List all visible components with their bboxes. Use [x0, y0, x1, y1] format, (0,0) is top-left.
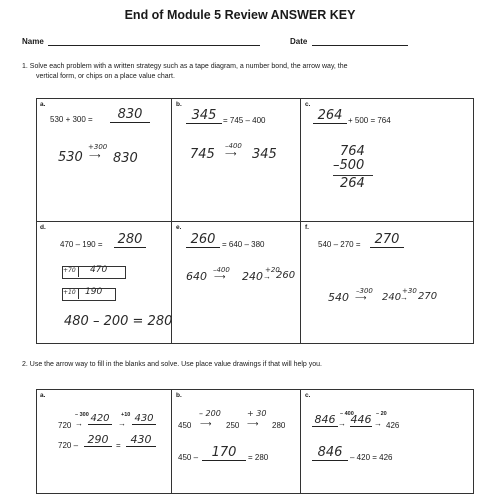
answer-blank[interactable]: 290: [84, 433, 112, 447]
tape-tag: +70: [63, 267, 76, 274]
answer-blank[interactable]: 270: [370, 232, 404, 248]
q2-grid-divider: [300, 389, 301, 494]
date-field[interactable]: [312, 45, 408, 46]
arrow-step: +300: [88, 143, 108, 151]
arrow-step: – 200: [199, 409, 221, 418]
tape-value: 470: [90, 265, 108, 275]
arrow-step: + 30: [247, 409, 267, 418]
arrow-step: – 400: [340, 411, 354, 417]
answer-blank[interactable]: 170: [202, 445, 246, 461]
answer-blank[interactable]: 446: [350, 413, 372, 426]
work-number: 240: [242, 270, 263, 283]
tape-tag: +10: [63, 289, 76, 296]
vertical-mid: –500: [333, 158, 365, 173]
work-number: 830: [113, 151, 138, 166]
equation-text: = 745 – 400: [223, 116, 266, 125]
answer-blank[interactable]: 430: [126, 433, 156, 447]
arrow-step: +10: [121, 412, 131, 418]
answer-blank[interactable]: 260: [186, 232, 220, 248]
arrow-end: 426: [386, 421, 400, 430]
arrow-icon: ⟶: [214, 272, 226, 281]
tape-divider: [78, 266, 79, 277]
equation-text: = 280: [248, 453, 269, 462]
arrow-step: – 20: [376, 411, 387, 417]
equation-text: + 500 = 764: [348, 116, 391, 125]
vertical-bottom: 264: [340, 176, 365, 191]
answer-blank[interactable]: 280: [114, 232, 146, 248]
arrow-icon: →: [400, 293, 408, 302]
cell-label: a.: [40, 392, 46, 399]
arrow-icon: →: [374, 419, 382, 428]
cell-label: c.: [305, 392, 311, 399]
answer-blank[interactable]: 846: [312, 445, 348, 461]
work-number: 345: [252, 147, 277, 162]
equation-text: 530 + 300 =: [50, 115, 93, 124]
date-label: Date: [290, 37, 308, 46]
name-label: Name: [22, 37, 44, 46]
arrow-end: 280: [272, 421, 286, 430]
arrow-icon: →: [118, 419, 126, 428]
arrow-mid: 250: [226, 421, 240, 430]
answer-blank[interactable]: 264: [313, 108, 347, 124]
arrow-icon: ⟶: [225, 149, 237, 158]
q1-instruction-line2: vertical form, or chips on a place value chart.: [36, 73, 175, 80]
work-number: 745: [190, 147, 215, 162]
q1-grid-divider: [36, 221, 474, 222]
equation-text: 540 – 270 =: [318, 240, 361, 249]
cell-label: b.: [176, 101, 182, 108]
tape-divider: [78, 288, 79, 299]
answer-blank[interactable]: 430: [132, 413, 156, 425]
arrow-icon: →: [75, 419, 83, 428]
work-number: 640: [186, 270, 207, 283]
q2-instruction: 2. Use the arrow way to fill in the blanks and solve. Use place value drawings if that will help you.: [22, 361, 322, 368]
cell-label: e.: [176, 224, 182, 231]
work-number: 540: [328, 291, 349, 304]
arrow-start: 450: [178, 421, 192, 430]
equals-sign: =: [116, 441, 121, 450]
cell-label: f.: [305, 224, 309, 231]
arrow-icon: ⟶: [89, 151, 101, 160]
equation-text: 450 –: [178, 453, 199, 462]
cell-label: a.: [40, 101, 46, 108]
cell-label: c.: [305, 101, 311, 108]
answer-blank[interactable]: 420: [88, 413, 112, 425]
cell-label: b.: [176, 392, 182, 399]
arrow-step: +20: [265, 266, 280, 274]
arrow-icon: ⟶: [200, 419, 212, 428]
work-number: 530: [58, 150, 83, 165]
arrow-icon: ⟶: [355, 293, 367, 302]
work-number: 260: [276, 270, 296, 281]
work-number: 240: [382, 292, 402, 303]
page-title: End of Module 5 Review ANSWER KEY: [124, 8, 356, 22]
name-field[interactable]: [48, 45, 260, 46]
arrow-step: –400: [213, 266, 230, 274]
q1-instruction-line1: 1. Solve each problem with a written strategy such as a tape diagram, a number bond, the arrow way, the: [22, 63, 348, 70]
equation-text: 720 –: [58, 441, 79, 450]
equation-text: – 420 = 426: [350, 453, 393, 462]
tape-value: 190: [85, 287, 103, 297]
work-equation: 480 – 200 = 280: [64, 314, 173, 329]
answer-blank[interactable]: 830: [110, 107, 150, 123]
arrow-step: –400: [225, 142, 242, 150]
arrow-start: 720: [58, 421, 72, 430]
equation-text: = 640 – 380: [222, 240, 265, 249]
answer-blank[interactable]: 345: [186, 108, 222, 124]
q2-grid-divider: [171, 389, 172, 494]
cell-label: d.: [40, 224, 46, 231]
arrow-icon: →: [338, 419, 346, 428]
arrow-step: – 300: [75, 412, 89, 418]
vertical-top: 764: [340, 144, 365, 159]
work-number: 270: [418, 291, 438, 302]
answer-blank[interactable]: 846: [312, 413, 338, 427]
arrow-icon: →: [263, 272, 271, 281]
arrow-step: –300: [356, 287, 373, 295]
equation-text: 470 – 190 =: [60, 240, 103, 249]
arrow-icon: ⟶: [247, 419, 259, 428]
arrow-step: +30: [402, 287, 417, 295]
